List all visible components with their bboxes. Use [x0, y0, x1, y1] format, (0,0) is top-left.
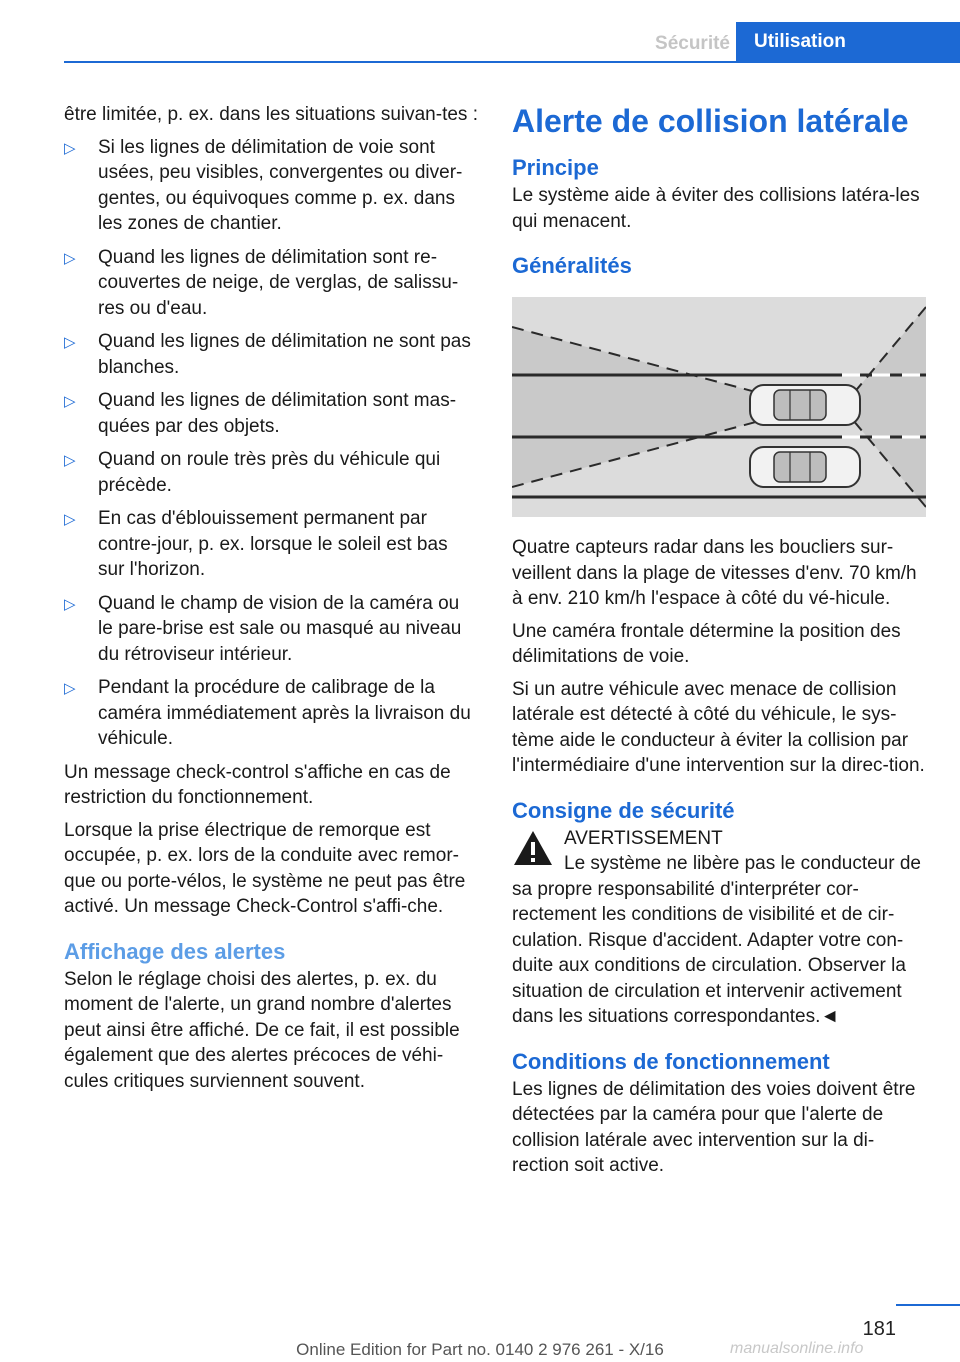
safety-heading: Consigne de sécurité: [512, 797, 735, 823]
warning-text: Le système ne libère pas le conducteur de sa propre responsabilité d'interpréter cor-rectement les conditions de visibilité et de cir-culation. Risque d'accident. Adapter votre con-duite aux conditions de circulation. Observer la situation de circulation et intervenir activement dans les situations correspondantes.◄: [512, 853, 921, 1027]
intro-text: être limitée, p. ex. dans les situations suivan-tes :: [64, 104, 478, 125]
page-number: 181: [862, 1318, 896, 1340]
triangle-bullet-icon: ▷: [64, 680, 76, 697]
principe-text: Le système aide à éviter des collisions latéra-les qui menacent.: [512, 185, 920, 232]
trailer-text: Lorsque la prise électrique de remorque est occupée, p. ex. lors de la conduite avec remor-que ou porte-vélos, le système ne peut pas être activé. Un message Check-Control s'affi-che.: [64, 819, 466, 917]
warning-triangle-icon: [512, 829, 554, 867]
section-title: Alerte de collision latérale: [512, 103, 909, 139]
check-control-text: Un message check-control s'affiche en cas de restriction du fonctionnement.: [64, 761, 451, 808]
triangle-bullet-icon: ▷: [64, 595, 76, 613]
triangle-bullet-icon: ▷: [64, 249, 76, 267]
triangle-bullet-icon: ▷: [64, 393, 76, 410]
left-column: [64, 102, 478, 1101]
warning-label: AVERTISSEMENT: [564, 827, 723, 849]
tab-utilisation[interactable]: Utilisation: [736, 22, 960, 62]
triangle-bullet-icon: ▷: [64, 452, 76, 469]
list-item: ▷ Quand on roule très près du véhicule qui précède.: [64, 449, 441, 496]
conditions-text: Les lignes de délimitation des voies doivent être détectées par la caméra pour que l'alerte de collision latérale avec intervention sur la di-rection soit active.: [512, 1078, 916, 1176]
car-icon: [750, 447, 860, 487]
car-icon: [750, 385, 860, 425]
right-column: [512, 102, 926, 1186]
radar-diagram: [512, 297, 926, 517]
list-item: ▷ Quand les lignes de délimitation sont mas-quées par des objets.: [64, 390, 457, 437]
intervention-text: Si un autre véhicule avec menace de collision latérale est détecté à côté du véhicule, le sys-tème aide le conducteur à éviter la collision par l'intermédiaire d'une intervention sur la direc-tion.: [512, 678, 925, 776]
radar-illustration: [512, 297, 926, 517]
generalites-heading: Généralités: [512, 253, 632, 278]
watermark: manualsonline.info: [730, 1340, 864, 1357]
alerts-display-text: Selon le réglage choisi des alertes, p. ex. du moment de l'alerte, un grand nombre d'alertes peut ainsi être affiché. De ce fait, il est possible également que des alertes précoces de véhi-cules critiques surviennent souvent.: [64, 968, 460, 1092]
triangle-bullet-icon: ▷: [64, 334, 76, 351]
triangle-bullet-icon: ▷: [64, 139, 76, 157]
radar-text: Quatre capteurs radar dans les boucliers sur-veillent dans la plage de vitesses d'env. 70 km/h à env. 210 km/h l'espace à côté du vé-hicule.: [512, 537, 917, 609]
list-item: ▷ Quand les lignes de délimitation ne sont pas blanches.: [64, 331, 471, 378]
list-item: ▷ Si les lignes de délimitation de voie sont usées, peu visibles, convergentes ou diver-gentes, ou équivoques comme p. ex. dans les zones de chantier.: [64, 136, 463, 234]
camera-text: Une caméra frontale détermine la position des délimitations de voie.: [512, 620, 901, 667]
list-item: ▷ Pendant la procédure de calibrage de la caméra immédiatement après la livraison du véhicule.: [64, 677, 471, 749]
principe-heading: Principe: [512, 155, 599, 180]
list-item: ▷ En cas d'éblouissement permanent par contre-jour, p. ex. lorsque le soleil est bas sur l'horizon.: [64, 508, 448, 580]
triangle-bullet-icon: ▷: [64, 511, 76, 528]
alerts-display-heading: Affichage des alertes: [64, 938, 286, 964]
warning-block: [512, 826, 926, 852]
list-item: ▷ Quand le champ de vision de la caméra ou le pare-brise est sale ou masqué au niveau du rétroviseur intérieur.: [64, 592, 462, 665]
conditions-heading: Conditions de fonctionnement: [512, 1048, 830, 1074]
tab-securite[interactable]: Sécurité: [655, 33, 730, 54]
footer-rule: [896, 1304, 960, 1306]
list-item: ▷ Quand les lignes de délimitation sont re-couvertes de neige, de verglas, de salissu-res ou d'eau.: [64, 246, 459, 319]
edition-text: Online Edition for Part no. 0140 2 976 261 - X/16: [296, 1340, 664, 1359]
limitations-list: [64, 135, 478, 752]
